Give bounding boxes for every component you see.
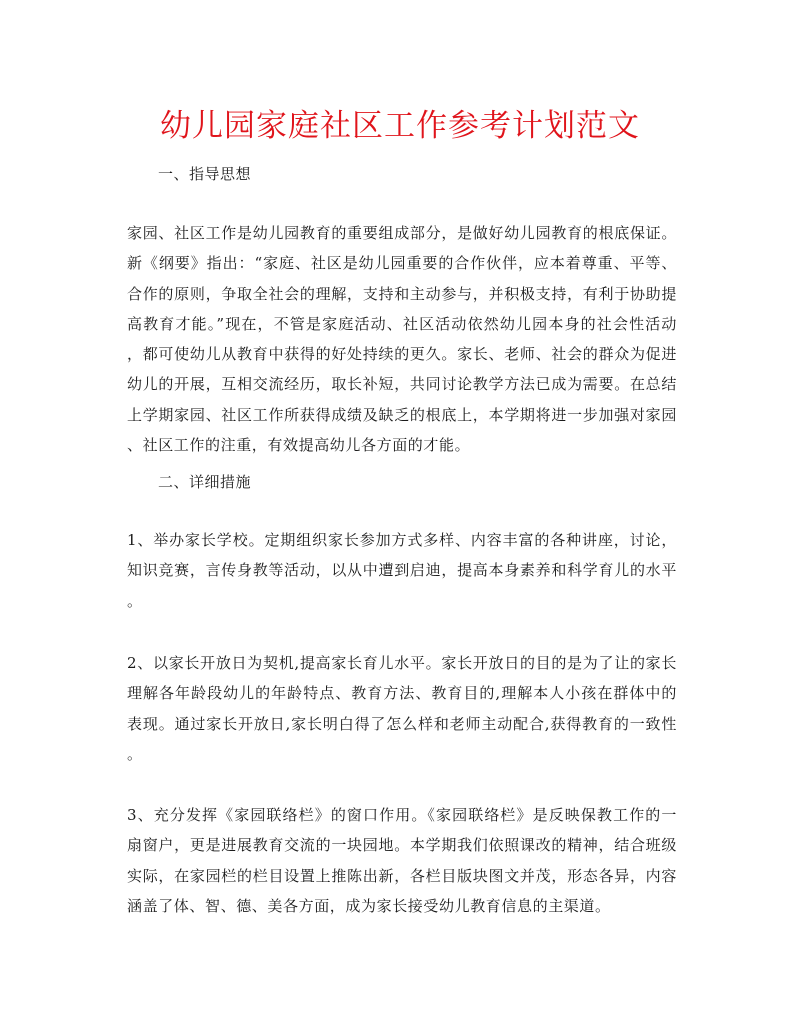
paragraph-line: 合作的原则，争取全社会的理解，支持和主动参与，并积极支持，有利于协助提: [127, 284, 677, 303]
paragraph-line: 高教育才能。”现在，不管是家庭活动、社区活动依然幼儿园本身的社会性活动: [127, 314, 677, 333]
paragraph-line: 知识竞赛，言传身教等活动，以从中遭到启迪，提高本身素养和科学育儿的水平: [127, 561, 677, 580]
paragraph-line: 涵盖了体、智、德、美各方面，成为家长接受幼儿教育信息的主渠道。: [127, 896, 611, 915]
section1-paragraph: [127, 218, 677, 460]
paragraph-line: 。: [127, 744, 143, 763]
paragraph-line: 。: [127, 591, 143, 610]
paragraph-line: 1、举办家长学校。定期组织家长参加方式多样、内容丰富的各种讲座，讨论，: [127, 531, 677, 549]
paragraph-line: 家园、社区工作是幼儿园教育的重要组成部分，是做好幼儿园教育的根底保证。: [127, 224, 677, 242]
section-heading-detailed-measures: 二、详细措施: [158, 473, 252, 491]
measure-item-1: [127, 525, 677, 616]
paragraph-line: 、社区工作的注重，有效提高幼儿各方面的才能。: [127, 436, 471, 455]
paragraph-line: 幼儿的开展，互相交流经历，取长补短，共同讨论教学方法已成为需要。在总结: [127, 375, 677, 394]
document-title: 幼儿园家庭社区工作参考计划范文: [160, 108, 640, 144]
measure-item-3: [127, 800, 677, 921]
paragraph-line: 3、充分发挥《家园联络栏》的窗口作用。《家园联络栏》是反映保教工作的一: [127, 806, 677, 824]
paragraph-line: 2、以家长开放日为契机,提高家长育儿水平。家长开放日的目的是为了让的家长: [127, 654, 677, 672]
paragraph-line: ，都可使幼儿从教育中获得的好处持续的更久。家长、老师、社会的群众为促进: [127, 345, 677, 364]
paragraph-line: 扇窗户，更是进展教育交流的一块园地。本学期我们依照课改的精神，结合班级: [127, 836, 677, 855]
paragraph-line: 实际，在家园栏的栏目设置上推陈出新，各栏目版块图文并茂，形态各异，内容: [127, 866, 677, 885]
paragraph-line: 理解各年龄段幼儿的年龄特点、教育方法、教育目的,理解本人小孩在群体中的: [127, 684, 677, 703]
section-heading-guiding-ideology: 一、指导思想: [158, 165, 252, 183]
paragraph-line: 上学期家园、社区工作所获得成绩及缺乏的根底上，本学期将进一步加强对家园: [127, 405, 677, 424]
paragraph-line: 表现。通过家长开放日,家长明白得了怎么样和老师主动配合,获得教育的一致性: [127, 714, 677, 733]
measure-item-2: [127, 648, 677, 769]
paragraph-line: 新《纲要》指出：“家庭、社区是幼儿园重要的合作伙伴，应本着尊重、平等、: [127, 254, 677, 273]
